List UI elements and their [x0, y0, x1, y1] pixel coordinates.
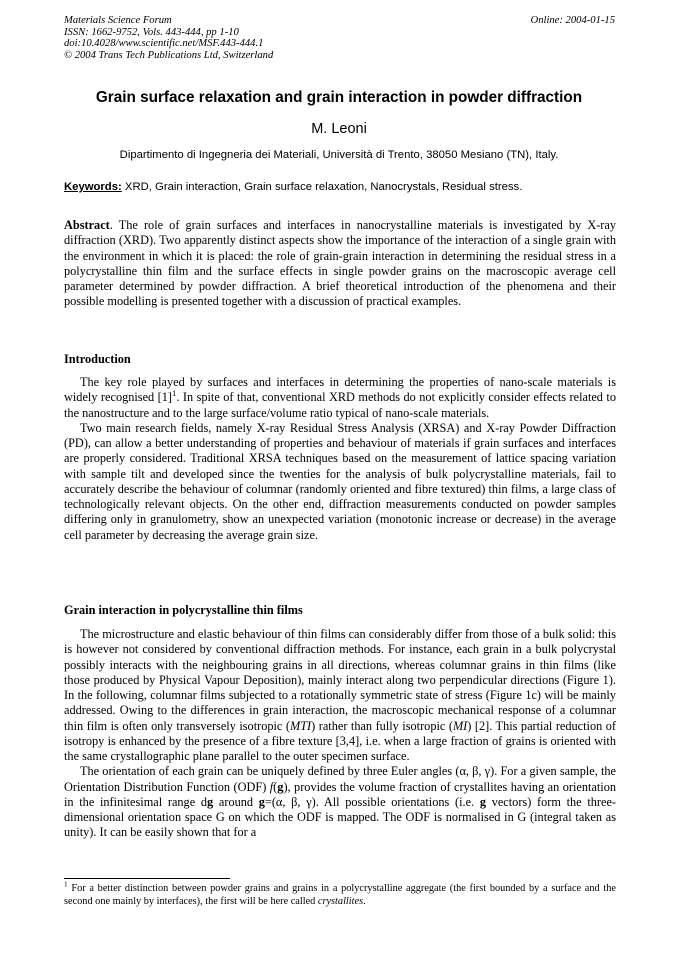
footnote: $^1$ For a better distinction between powder grains and grains in a polycrystalline aggregate (the first bounded by a surface and the second one mainly by interfaces), the first will be here called crystallites. [64, 880, 616, 907]
paragraph: The key role played by surfaces and interfaces in determining the properties of nano-scale materials is widely recognised $[1]^1$. In spite of that, conventional XRD methods do not explicitly consider effects related to the nanostructure and to the large surface/volume ratio typical of nano-scale materials. [64, 375, 616, 420]
footnote-ref: 1 [172, 388, 177, 399]
abstract-label: Abstract [64, 218, 110, 232]
introduction-body [64, 375, 616, 543]
paragraph: The microstructure and elastic behaviour of thin films can considerably differ from those of a bulk solid: this is however not considered by conventional diffraction methods. For instance, each grain in a bulk polycrystal possibly interacts with the neighbouring grains in all directions, whereas columnar grains in thin films (like those produced by Physical Vapour Deposition), mainly interact along two perpendicular directions (Figure 1). In the following, columnar films subjected to a rotationally symmetric state of stress (Figure 1c) will be mainly addressed. Owing to the differences in grain interaction, the macroscopic mechanical response of a columnar thin film is often only transversely isotropic (MTI) rather than fully isotropic (MI) [2]. This partial reduction of isotropy is enhanced by the presence of a fibre texture [3,4], i.e. when a large fraction of grains is oriented with the same crystallographic plane parallel to the outer specimen surface. [64, 627, 616, 763]
section2-body [64, 627, 616, 841]
journal-header [64, 15, 615, 61]
keywords [64, 181, 616, 193]
section-heading-grain-interaction: Grain interaction in polycrystalline thin films [64, 603, 303, 617]
paper-author: M. Leoni [311, 121, 367, 137]
section-heading-introduction: Introduction [64, 352, 131, 366]
online-date: Online: 2004-01-15 [530, 15, 615, 26]
author-affiliation: Dipartimento di Ingegneria dei Materiali, Università di Trento, 38050 Mesiano (TN), Italy. [119, 149, 559, 161]
copyright-line: © 2004 Trans Tech Publications Ltd, Switzerland [64, 49, 274, 61]
paper-title: Grain surface relaxation and grain interaction in powder diffraction [95, 89, 583, 106]
paragraph: The orientation of each grain can be uniquely defined by three Euler angles (α, β, γ). For a given sample, the Orientation Distribution Function (ODF) f(g), provides the volume fraction of crystallites having an orientation in the infinitesimal range dg around g=(α, β, γ). All possible orientations (i.e. g vectors) form the three-dimensional orientation space G on which the ODF is mapped. The ODF is normalised in G (integral taken as unity). It can be easily shown that for a [64, 764, 617, 840]
keywords-label: Keywords: [64, 181, 122, 193]
footnote-rule [64, 878, 230, 879]
journal-name: Materials Science Forum [64, 15, 172, 26]
issn-line: ISSN: 1662-9752, Vols. 443-444, pp 1-10 [64, 26, 239, 38]
keywords-list: XRD, Grain interaction, Grain surface relaxation, Nanocrystals, Residual stress. [121, 181, 523, 193]
doi-line: doi:10.4028/www.scientific.net/MSF.443-444.1 [64, 38, 264, 50]
paragraph: Two main research fields, namely X-ray Residual Stress Analysis (XRSA) and X-ray Powder Diffraction (PD), can allow a better understanding of properties and behaviour of materials if grain surfaces and interfaces are properly considered. Traditional XRSA techniques based on the measurement of lattice spacing variation with sample tilt and developed since the twenties for the analysis of bulk polycrystalline materials, fail to accurately describe the behaviour of columnar (randomly oriented and fibre textured) thin films, a large class of technologically relevant objects. On the other end, diffraction measurements conducted on powder samples differing only in granulometry, show an unexpected variation (monotonic increase or decrease) in the average cell parameter by decreasing the average grain size. [64, 420, 616, 542]
abstract [64, 218, 616, 310]
abstract-text: . The role of grain surfaces and interfaces in nanocrystalline materials is investigated by X-ray diffraction (XRD). Two apparently distinct aspects show the importance of the interaction of a single grain with the environment in which it is placed: the role of grain-grain interaction in determining the residual stress in a polycrystalline thin film and the surface effects in single powder grains on the macroscopic average cell parameter determined by powder diffraction. A brief theoretical introduction of the phenomena and their possible modelling is presented together with a discussion of practical examples. [64, 218, 616, 309]
footnote-mark: 1 [64, 880, 68, 889]
